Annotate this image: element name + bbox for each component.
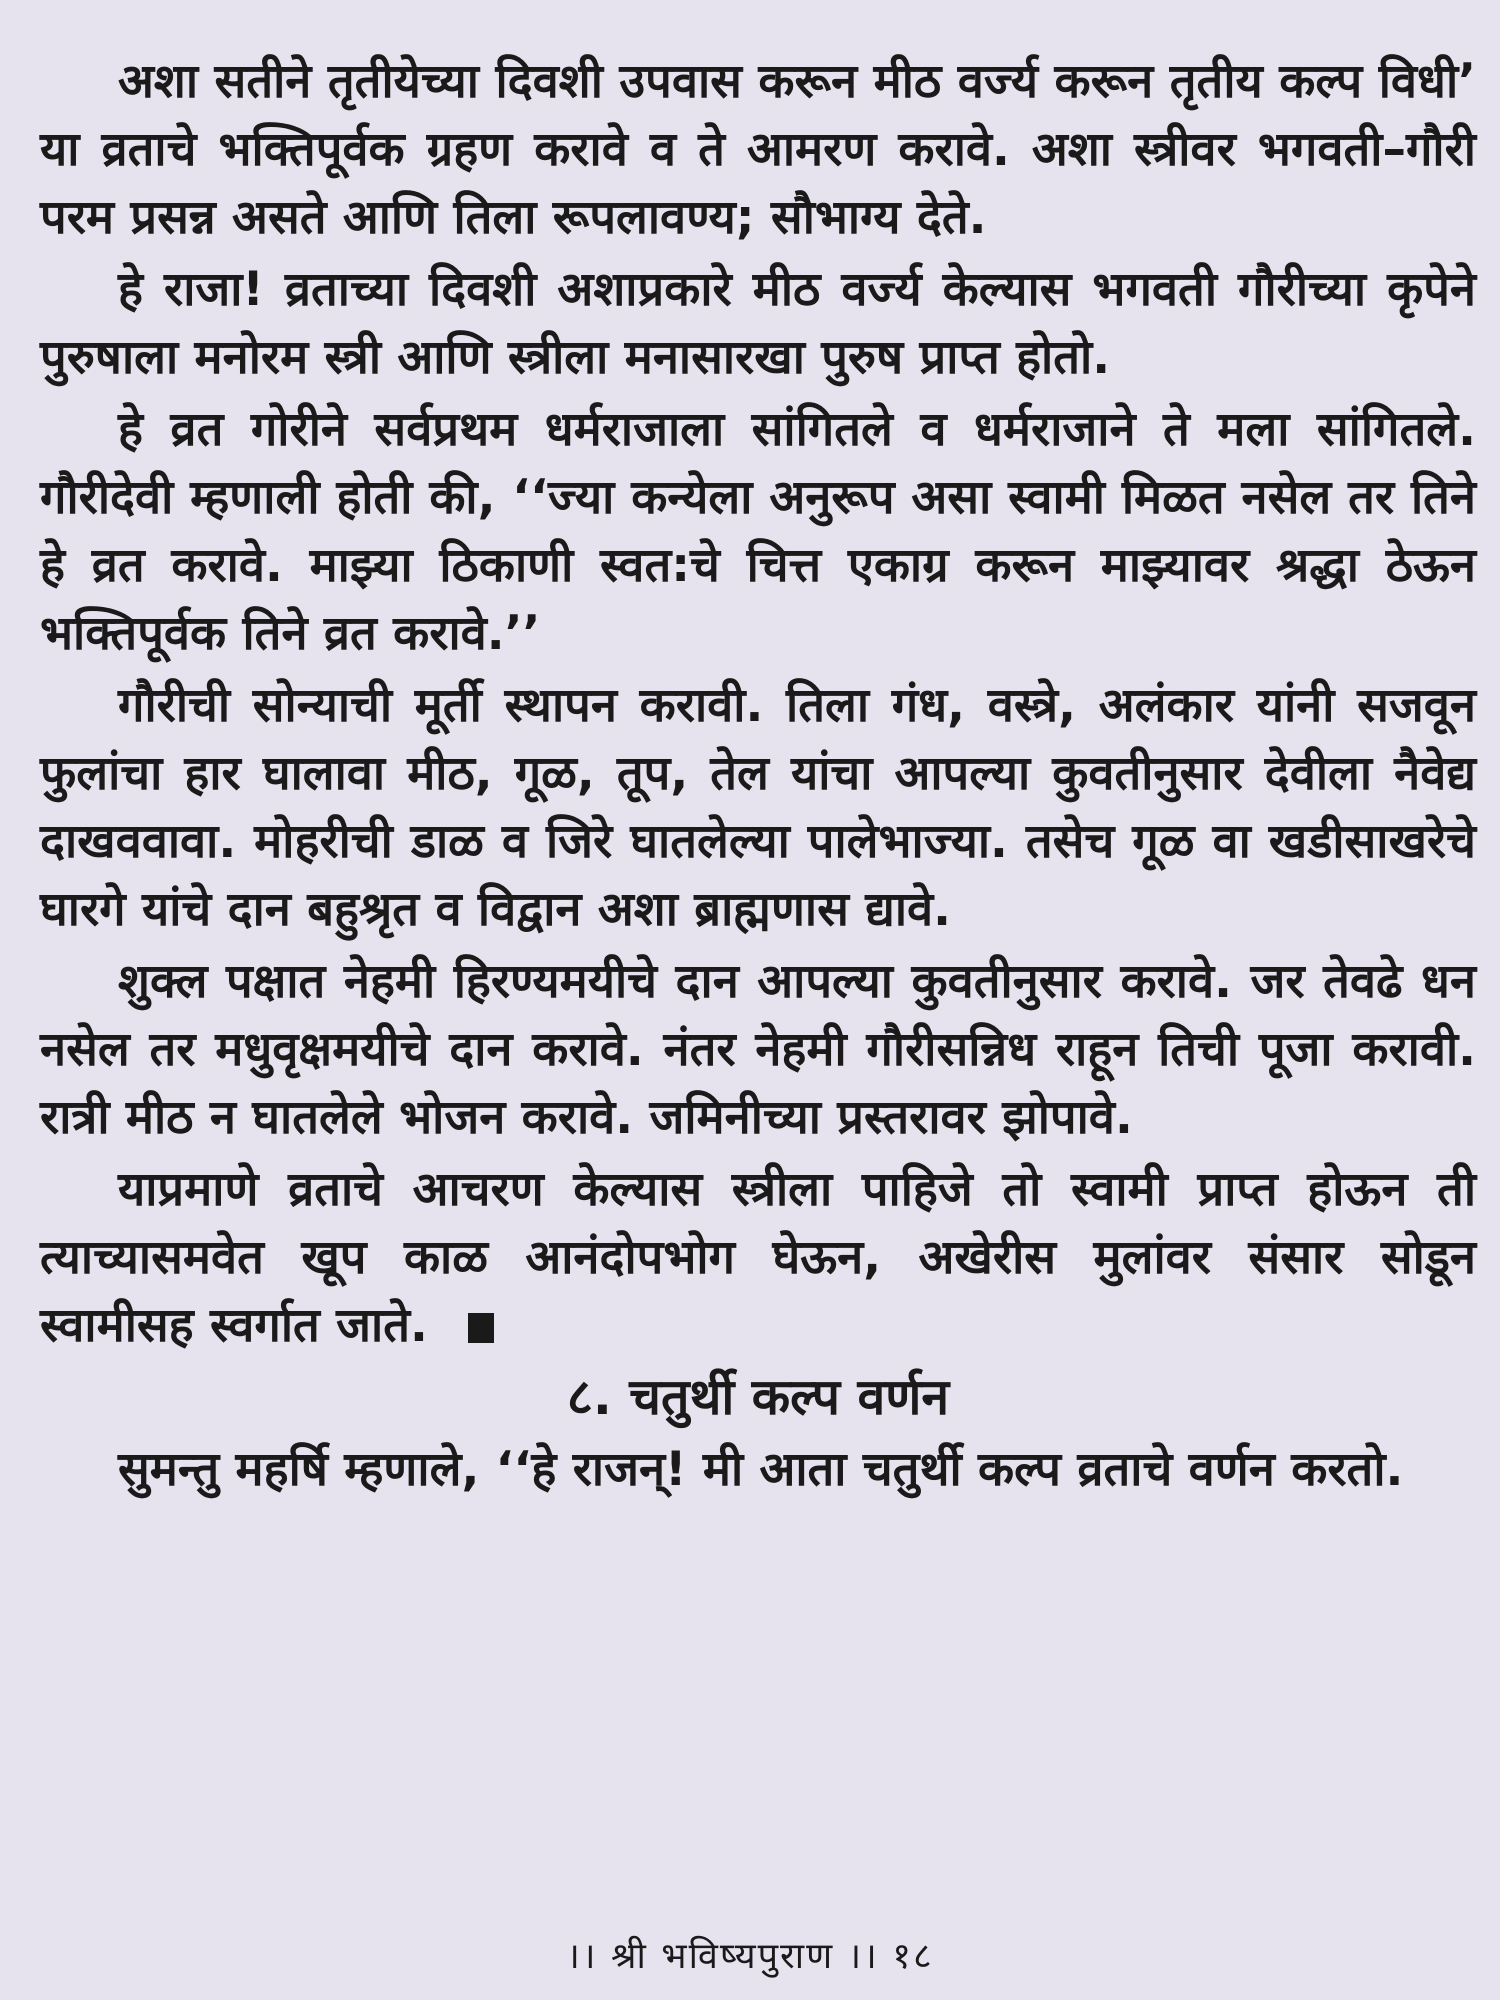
section-end-mark (468, 1313, 494, 1343)
paragraph-2: हे राजा! व्रताच्या दिवशी अशाप्रकारे मीठ वर्ज्य केल्यास भगवती गौरीच्या कृपेने पुरुषाला मनोरम स्त्री आणि स्त्रीला मनासारखा पुरुष प्राप्त होतो. (40, 262, 1476, 385)
paragraph-3: हे व्रत गोरीने सर्वप्रथम धर्मराजाला सांगितले व धर्मराजाने ते मला सांगितले. गौरीदेवी म्हणाली होती की, ‘‘ज्या कन्येला अनुरूप असा स्वामी मिळत नसेल तर तिने हे व्रत करावे. माझ्या ठिकाणी स्वत:चे चित्त एकाग्र करून माझ्यावर श्रद्धा ठेऊन भक्तिपूर्वक तिने व्रत करावे.’’ (40, 402, 1476, 661)
paragraph-6-text: याप्रमाणे व्रताचे आचरण केल्यास स्त्रीला पाहिजे तो स्वामी प्राप्त होऊन ती त्याच्यासमवेत खूप काळ आनंदोपभोग घेऊन, अखेरीस मुलांवर संसार सोडून स्वामीसह स्वर्गात जाते. (40, 1162, 1476, 1353)
page-footer: ।। श्री भविष्यपुराण ।। १८ (566, 1936, 934, 1977)
paragraph-7: सुमन्तु महर्षि म्हणाले, ‘‘हे राजन्! मी आता चतुर्थी कल्प व्रताचे वर्णन करतो. (118, 1442, 1404, 1497)
paragraph-4: गौरीची सोन्याची मूर्ती स्थापन करावी. तिला गंध, वस्त्रे, अलंकार यांनी सजवून फुलांचा हार घालावा मीठ, गूळ, तूप, तेल यांचा आपल्या कुवतीनुसार देवीला नैवेद्य दाखववावा. मोहरीची डाळ व जिरे घातलेल्या पालेभाज्या. तसेच गूळ वा खडीसाखरेचे घारगे यांचे दान बहुश्रृत व विद्वान अशा ब्राह्मणास द्यावे. (40, 678, 1476, 937)
paragraph-6 (40, 1156, 1476, 1360)
section-heading: ८. चतुर्थी कल्प वर्णन (566, 1368, 950, 1426)
paragraph-1: अशा सतीने तृतीयेच्या दिवशी उपवास करून मीठ वर्ज्य करून तृतीय कल्प विधी’ या व्रताचे भक्तिपूर्वक ग्रहण करावे व ते आमरण करावे. अशा स्त्रीवर भगवती–गौरी परम प्रसन्न असते आणि तिला रूपलावण्य; सौभाग्य देते. (40, 54, 1476, 245)
paragraph-5: शुक्ल पक्षात नेहमी हिरण्यमयीचे दान आपल्या कुवतीनुसार करावे. जर तेवढे धन नसेल तर मधुवृक्षमयीचे दान करावे. नंतर नेहमी गौरीसन्निध राहून तिची पूजा करावी. रात्री मीठ न घातलेले भोजन करावे. जमिनीच्या प्रस्तरावर झोपावे. (40, 954, 1476, 1145)
